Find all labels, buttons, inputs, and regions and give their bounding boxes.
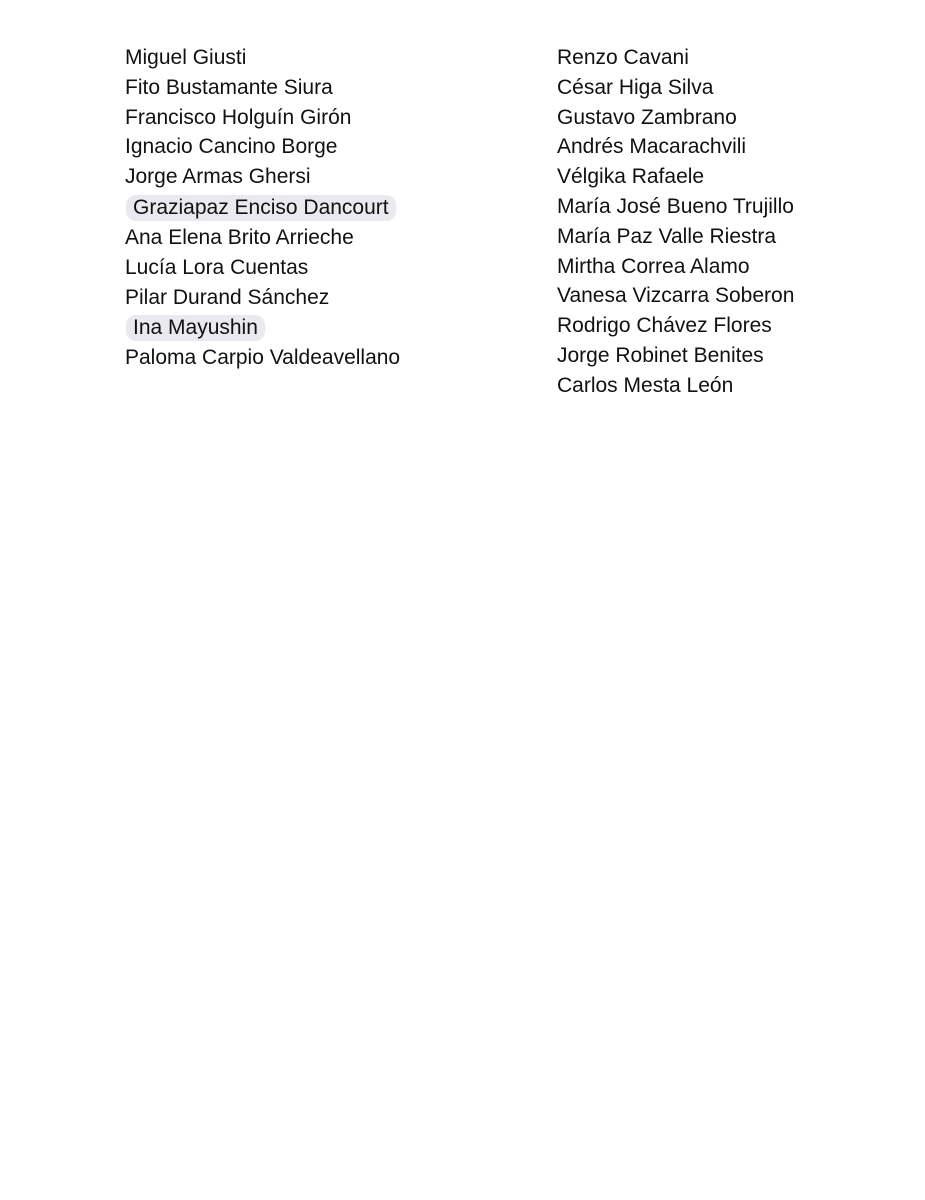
- name-text: Paloma Carpio Valdeavellano: [125, 346, 401, 370]
- name-text: Andrés Macarachvili: [557, 135, 747, 159]
- name-text: Rodrigo Chávez Flores: [557, 314, 772, 338]
- name-text: Graziapaz Enciso Dancourt: [126, 195, 396, 221]
- name-text: Fito Bustamante Siura: [125, 75, 333, 99]
- name-item: [557, 281, 794, 311]
- name-item: [557, 222, 794, 252]
- name-text: Carlos Mesta León: [557, 373, 734, 397]
- highlighted-name-item: [125, 312, 400, 343]
- name-item: [557, 132, 794, 162]
- name-text: María Paz Valle Riestra: [557, 224, 777, 248]
- name-list-right: [557, 43, 794, 401]
- name-item: [125, 73, 400, 103]
- name-item: [125, 343, 400, 373]
- name-text: Jorge Armas Ghersi: [125, 165, 311, 189]
- name-item: [557, 192, 794, 222]
- name-item: [557, 43, 794, 73]
- name-text: Renzo Cavani: [557, 46, 689, 69]
- name-item: [557, 103, 794, 133]
- name-item: [125, 223, 400, 253]
- name-item: [125, 132, 400, 162]
- name-item: [125, 162, 400, 192]
- name-item: [557, 252, 794, 282]
- name-item: [125, 283, 400, 313]
- name-item: [557, 371, 794, 401]
- name-text: Lucía Lora Cuentas: [125, 255, 309, 279]
- name-item: [557, 341, 794, 371]
- name-text: María José Bueno Trujillo: [557, 194, 794, 218]
- name-text: Ina Mayushin: [126, 315, 265, 341]
- name-text: Vélgika Rafaele: [557, 165, 705, 189]
- name-list-left: [125, 43, 400, 373]
- name-text: Pilar Durand Sánchez: [125, 285, 330, 309]
- name-item: [557, 73, 794, 103]
- name-text: Vanesa Vizcarra Soberon: [557, 284, 795, 308]
- highlighted-name-item: [125, 192, 400, 223]
- name-text: Mirtha Correa Alamo: [557, 254, 750, 278]
- name-text: Francisco Holguín Girón: [125, 105, 352, 129]
- name-text: Gustavo Zambrano: [557, 105, 737, 129]
- name-text: Ignacio Cancino Borge: [125, 135, 338, 159]
- name-text: Miguel Giusti: [125, 46, 247, 69]
- name-text: Jorge Robinet Benites: [557, 343, 764, 367]
- name-item: [557, 162, 794, 192]
- name-text: Ana Elena Brito Arrieche: [125, 225, 354, 249]
- name-item: [125, 103, 400, 133]
- name-text: César Higa Silva: [557, 75, 714, 99]
- name-item: [125, 253, 400, 283]
- name-item: [125, 43, 400, 73]
- name-item: [557, 311, 794, 341]
